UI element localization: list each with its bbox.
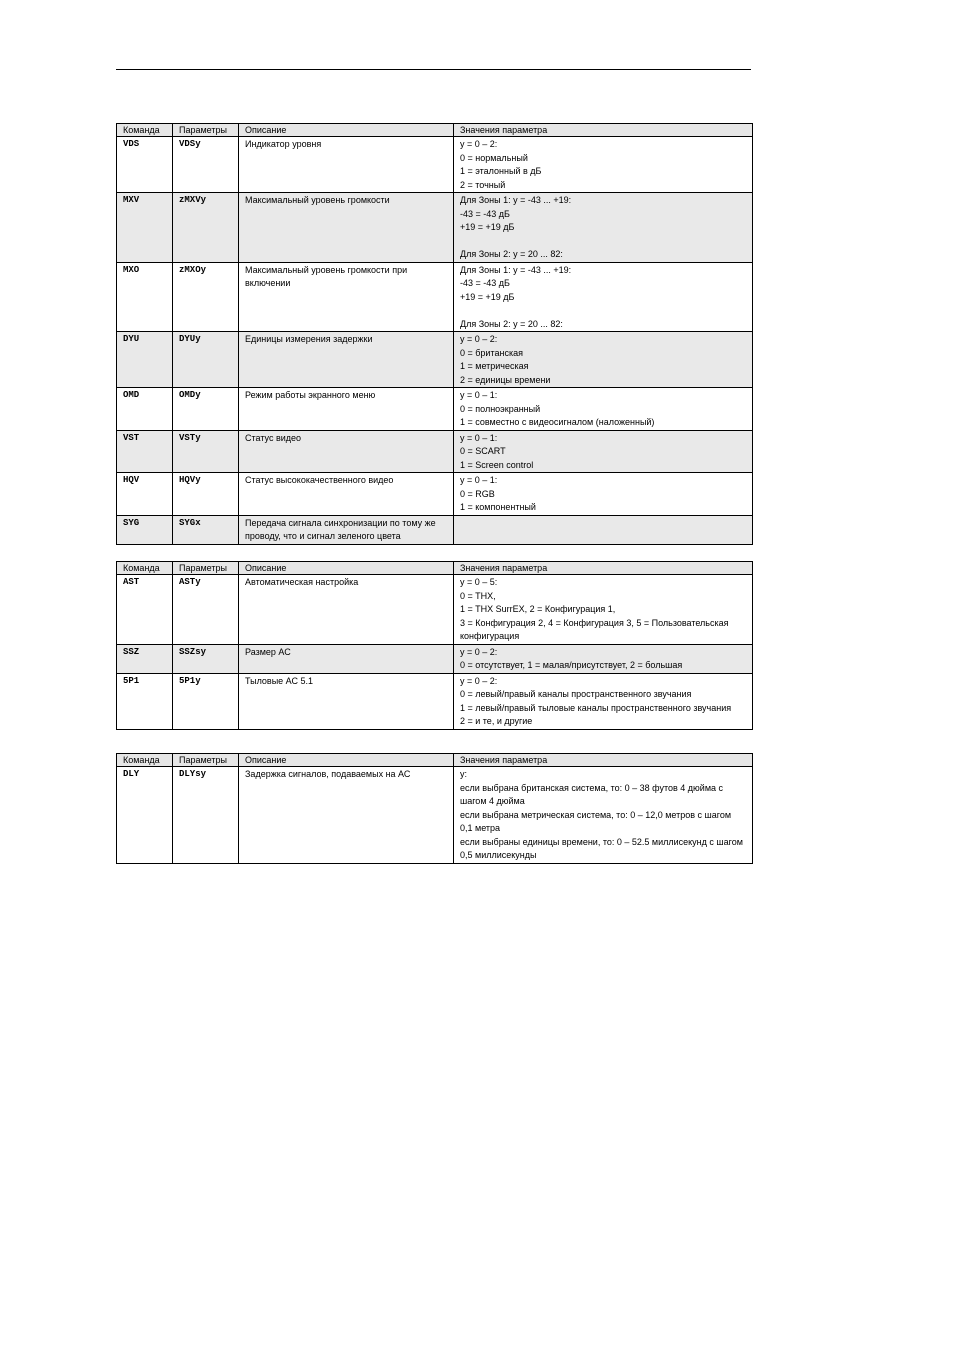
value-line: 0 = отсутствует, 1 = малая/присутствует, 2 = большая <box>460 660 683 670</box>
values-cell <box>454 332 753 388</box>
command-cell: DLY <box>117 767 173 864</box>
table-row <box>117 673 753 729</box>
description-cell: Автоматическая настройка <box>239 575 454 645</box>
value-line: 1 = THX SurrEX, 2 = Конфигурация 1, <box>460 604 616 614</box>
header-description: Описание <box>239 562 454 575</box>
param-cell: HQVy <box>173 473 239 516</box>
value-line: 1 = совместно с видеосигналом (наложенный) <box>460 417 655 427</box>
param-cell: SSZsy <box>173 644 239 673</box>
value-line: если выбрана метрическая система, то: 0 – 12,0 метров с шагом <box>460 809 732 820</box>
values-cell <box>454 193 753 263</box>
value-line: Для Зоны 1: y = -43 ... +19: <box>460 195 572 205</box>
header-description: Описание <box>239 124 454 137</box>
table-row <box>117 644 753 673</box>
table-row <box>117 430 753 473</box>
table-row <box>117 137 753 193</box>
value-line: 0,5 миллисекунды <box>460 850 537 860</box>
param-cell: zMXOy <box>173 262 239 332</box>
value-line: 0 = левый/правый каналы пространственного звучания <box>460 689 692 699</box>
param-cell: ASTy <box>173 575 239 645</box>
values-cell <box>454 644 753 673</box>
command-cell: HQV <box>117 473 173 516</box>
values-cell <box>454 388 753 431</box>
value-line <box>460 304 748 318</box>
command-cell: MXV <box>117 193 173 263</box>
param-cell: DYUy <box>173 332 239 388</box>
value-line: -43 = -43 дБ <box>460 208 510 219</box>
value-line: 0 = полноэкранный <box>460 403 541 414</box>
values-cell <box>454 767 753 864</box>
table-header-row <box>117 754 753 767</box>
table-row <box>117 262 753 332</box>
value-line <box>460 235 748 249</box>
header-command: Команда <box>117 124 173 137</box>
value-line: 2 = и те, и другие <box>460 716 533 726</box>
table-row <box>117 193 753 263</box>
header-params: Параметры <box>173 754 239 767</box>
value-line: +19 = +19 дБ <box>460 222 515 232</box>
header-rule <box>116 69 751 70</box>
table-header-row <box>117 124 753 137</box>
header-params: Параметры <box>173 562 239 575</box>
value-line: 2 = точный <box>460 179 506 190</box>
value-line: 1 = Screen control <box>460 459 534 470</box>
description-cell: Тыловые АС 5.1 <box>239 673 454 729</box>
value-line: y = 0 – 2: <box>460 675 498 686</box>
table-body <box>117 137 753 545</box>
header-values: Значения параметра <box>454 562 753 575</box>
value-line: 0 = RGB <box>460 488 495 499</box>
command-table-1 <box>116 123 753 545</box>
value-line: 1 = метрическая <box>460 361 529 371</box>
command-cell: VST <box>117 430 173 473</box>
values-cell <box>454 262 753 332</box>
value-line: 2 = единицы времени <box>460 374 551 385</box>
value-line: 1 = компонентный <box>460 502 536 512</box>
description-cell: Статус высококачественного видео <box>239 473 454 516</box>
table-row <box>117 473 753 516</box>
description-cell: Размер АС <box>239 644 454 673</box>
value-line: y = 0 – 2: <box>460 139 498 149</box>
header-values: Значения параметра <box>454 124 753 137</box>
description-cell: Индикатор уровня <box>239 137 454 193</box>
value-line: Для Зоны 2: y = 20 ... 82: <box>460 249 563 259</box>
param-cell: SYGx <box>173 515 239 544</box>
param-cell: OMDy <box>173 388 239 431</box>
command-cell: MXO <box>117 262 173 332</box>
value-line: y = 0 – 2: <box>460 646 498 657</box>
param-cell: VDSy <box>173 137 239 193</box>
param-cell: VSTy <box>173 430 239 473</box>
values-cell <box>454 515 753 544</box>
table-row <box>117 332 753 388</box>
table-body <box>117 767 753 864</box>
value-line: шагом 4 дюйма <box>460 796 525 806</box>
header-description: Описание <box>239 754 454 767</box>
table-body <box>117 575 753 730</box>
value-line: 0,1 метра <box>460 823 501 833</box>
value-line: 0 = THX, <box>460 590 496 601</box>
description-cell: Максимальный уровень громкости при включении <box>239 262 454 332</box>
value-line: -43 = -43 дБ <box>460 278 510 288</box>
value-line: 1 = левый/правый тыловые каналы пространственного звучания <box>460 702 732 713</box>
header-params: Параметры <box>173 124 239 137</box>
value-line: 0 = нормальный <box>460 152 528 163</box>
command-cell: 5P1 <box>117 673 173 729</box>
param-cell: zMXVy <box>173 193 239 263</box>
value-line: y = 0 – 1: <box>460 475 498 485</box>
header-command: Команда <box>117 562 173 575</box>
value-line: y = 0 – 1: <box>460 390 498 400</box>
command-cell: VDS <box>117 137 173 193</box>
description-cell: Задержка сигналов, подаваемых на АС <box>239 767 454 864</box>
param-cell: 5P1y <box>173 673 239 729</box>
value-line: конфигурация <box>460 631 520 641</box>
command-cell: OMD <box>117 388 173 431</box>
value-line: y = 0 – 2: <box>460 334 498 344</box>
values-cell <box>454 430 753 473</box>
value-line: Для Зоны 1: y = -43 ... +19: <box>460 264 572 275</box>
values-cell <box>454 473 753 516</box>
command-cell: SSZ <box>117 644 173 673</box>
table-row <box>117 767 753 864</box>
values-cell <box>454 575 753 645</box>
command-cell: SYG <box>117 515 173 544</box>
command-cell: AST <box>117 575 173 645</box>
value-line: если выбраны единицы времени, то: 0 – 52.5 миллисекунд с шагом <box>460 836 743 847</box>
value-line: Для Зоны 2: y = 20 ... 82: <box>460 318 563 329</box>
table-header-row <box>117 562 753 575</box>
value-line: 1 = эталонный в дБ <box>460 166 542 176</box>
value-line: 0 = SCART <box>460 446 506 456</box>
table-row <box>117 388 753 431</box>
header-command: Команда <box>117 754 173 767</box>
values-cell <box>454 673 753 729</box>
value-line: y = 0 – 5: <box>460 577 498 587</box>
description-cell: Режим работы экранного меню <box>239 388 454 431</box>
value-line: 3 = Конфигурация 2, 4 = Конфигурация 3, 5 = Пользовательская <box>460 617 729 628</box>
value-line: y = 0 – 1: <box>460 432 498 443</box>
value-line: 0 = британская <box>460 347 523 358</box>
table-row <box>117 515 753 544</box>
command-table-2 <box>116 561 753 730</box>
value-line: если выбрана британская система, то: 0 – 38 футов 4 дюйма с <box>460 782 724 793</box>
value-line: +19 = +19 дБ <box>460 291 515 302</box>
description-cell: Единицы измерения задержки <box>239 332 454 388</box>
description-cell: Статус видео <box>239 430 454 473</box>
header-values: Значения параметра <box>454 754 753 767</box>
value-line: y: <box>460 769 468 779</box>
description-cell: Передача сигнала синхронизации по тому же проводу, что и сигнал зеленого цвета <box>239 515 454 544</box>
description-cell: Максимальный уровень громкости <box>239 193 454 263</box>
values-cell <box>454 137 753 193</box>
param-cell: DLYsy <box>173 767 239 864</box>
command-cell: DYU <box>117 332 173 388</box>
command-table-3 <box>116 753 753 864</box>
table-row <box>117 575 753 645</box>
